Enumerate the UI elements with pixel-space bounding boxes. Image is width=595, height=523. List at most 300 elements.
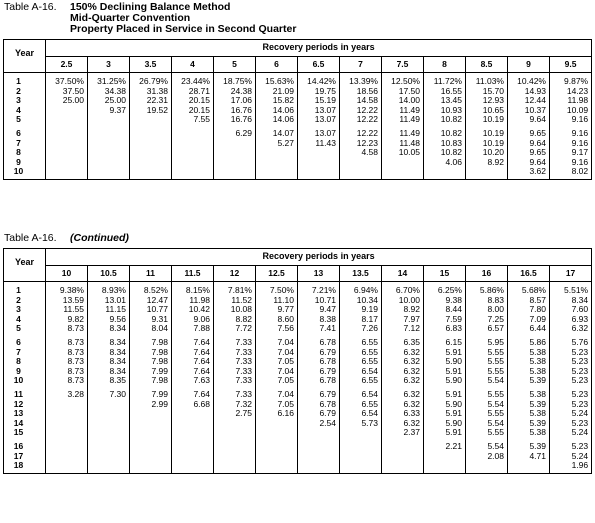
year-cell: 11 bbox=[4, 386, 46, 400]
column-header: 6 bbox=[256, 57, 298, 73]
table-header bbox=[4, 249, 592, 282]
value-cell: 10.20 bbox=[466, 148, 508, 158]
value-cell: 5.23 bbox=[550, 438, 592, 452]
value-cell: 5.23 bbox=[550, 376, 592, 386]
value-cell: 6.16 bbox=[256, 409, 298, 419]
value-cell: 10.82 bbox=[424, 115, 466, 125]
value-cell: 8.44 bbox=[424, 305, 466, 315]
column-header: 16 bbox=[466, 266, 508, 282]
value-cell: 34.38 bbox=[88, 87, 130, 97]
value-cell: 8.35 bbox=[88, 376, 130, 386]
value-cell bbox=[46, 400, 88, 410]
value-cell bbox=[256, 438, 298, 452]
value-cell bbox=[88, 409, 130, 419]
value-cell: 5.91 bbox=[424, 367, 466, 377]
value-cell bbox=[46, 139, 88, 149]
value-cell: 10.37 bbox=[508, 106, 550, 116]
value-cell: 13.07 bbox=[298, 106, 340, 116]
value-cell: 13.59 bbox=[46, 296, 88, 306]
value-cell: 24.38 bbox=[214, 87, 256, 97]
value-cell: 37.50 bbox=[46, 87, 88, 97]
value-cell: 21.09 bbox=[256, 87, 298, 97]
table-subtitle: Mid-Quarter Convention bbox=[70, 12, 191, 24]
table-row bbox=[4, 167, 592, 179]
value-cell: 7.99 bbox=[130, 386, 172, 400]
value-cell: 11.49 bbox=[382, 106, 424, 116]
value-cell bbox=[46, 158, 88, 168]
value-cell bbox=[46, 167, 88, 179]
year-cell: 10 bbox=[4, 376, 46, 386]
value-cell: 6.32 bbox=[382, 419, 424, 429]
year-cell: 4 bbox=[4, 315, 46, 325]
value-cell: 7.80 bbox=[508, 305, 550, 315]
value-cell: 8.15% bbox=[172, 282, 214, 296]
value-cell: 15.70 bbox=[466, 87, 508, 97]
value-cell: 6.93 bbox=[550, 315, 592, 325]
value-cell: 14.06 bbox=[256, 115, 298, 125]
value-cell: 5.86 bbox=[508, 334, 550, 348]
value-cell: 6.54 bbox=[340, 409, 382, 419]
value-cell: 5.73 bbox=[340, 419, 382, 429]
value-cell bbox=[298, 167, 340, 179]
value-cell: 23.44% bbox=[172, 73, 214, 87]
table-subtitle: Property Placed in Service in Second Quarter bbox=[70, 23, 297, 35]
value-cell: 5.90 bbox=[424, 357, 466, 367]
value-cell: 5.23 bbox=[550, 386, 592, 400]
table-header bbox=[4, 40, 592, 73]
value-cell: 6.70% bbox=[382, 282, 424, 296]
value-cell bbox=[88, 148, 130, 158]
value-cell: 7.33 bbox=[214, 348, 256, 358]
value-cell bbox=[172, 139, 214, 149]
value-cell: 5.86% bbox=[466, 282, 508, 296]
table-row bbox=[4, 282, 592, 296]
value-cell bbox=[88, 452, 130, 462]
value-cell: 15.82 bbox=[256, 96, 298, 106]
value-cell: 2.37 bbox=[382, 428, 424, 438]
value-cell: 6.78 bbox=[298, 334, 340, 348]
value-cell: 8.73 bbox=[46, 324, 88, 334]
recovery-periods-header: Recovery periods in years bbox=[46, 249, 592, 266]
table-row bbox=[4, 428, 592, 438]
value-cell bbox=[340, 167, 382, 179]
value-cell bbox=[46, 461, 88, 473]
value-cell: 14.93 bbox=[508, 87, 550, 97]
value-cell bbox=[130, 428, 172, 438]
value-cell: 5.91 bbox=[424, 386, 466, 400]
value-cell bbox=[256, 158, 298, 168]
value-cell bbox=[172, 419, 214, 429]
value-cell: 6.32 bbox=[382, 357, 424, 367]
value-cell bbox=[214, 158, 256, 168]
column-header: 17 bbox=[550, 266, 592, 282]
year-cell: 12 bbox=[4, 400, 46, 410]
value-cell: 5.38 bbox=[508, 428, 550, 438]
value-cell: 8.73 bbox=[46, 367, 88, 377]
value-cell: 7.05 bbox=[256, 376, 298, 386]
column-header: 8.5 bbox=[466, 57, 508, 73]
value-cell: 7.33 bbox=[214, 367, 256, 377]
value-cell: 7.33 bbox=[214, 386, 256, 400]
value-cell: 9.17 bbox=[550, 148, 592, 158]
value-cell bbox=[298, 438, 340, 452]
value-cell: 9.16 bbox=[550, 115, 592, 125]
value-cell bbox=[88, 125, 130, 139]
value-cell: 9.82 bbox=[46, 315, 88, 325]
value-cell: 9.16 bbox=[550, 158, 592, 168]
value-cell: 5.90 bbox=[424, 419, 466, 429]
value-cell: 7.33 bbox=[214, 357, 256, 367]
value-cell: 5.95 bbox=[466, 334, 508, 348]
value-cell: 5.38 bbox=[508, 367, 550, 377]
value-cell bbox=[130, 419, 172, 429]
value-cell: 6.32 bbox=[382, 348, 424, 358]
value-cell: 6.25% bbox=[424, 282, 466, 296]
value-cell: 15.19 bbox=[298, 96, 340, 106]
value-cell: 19.52 bbox=[130, 106, 172, 116]
value-cell: 25.00 bbox=[88, 96, 130, 106]
column-header: 9 bbox=[508, 57, 550, 73]
column-header: 5 bbox=[214, 57, 256, 73]
value-cell: 7.64 bbox=[172, 367, 214, 377]
value-cell: 2.21 bbox=[424, 438, 466, 452]
column-header-row bbox=[4, 266, 592, 282]
value-cell: 7.04 bbox=[256, 367, 298, 377]
table-row bbox=[4, 376, 592, 386]
column-header: 10.5 bbox=[88, 266, 130, 282]
value-cell: 5.55 bbox=[466, 357, 508, 367]
value-cell: 16.76 bbox=[214, 115, 256, 125]
value-cell: 9.64 bbox=[508, 139, 550, 149]
value-cell bbox=[298, 148, 340, 158]
value-cell: 14.58 bbox=[340, 96, 382, 106]
value-cell: 5.54 bbox=[466, 419, 508, 429]
value-cell bbox=[172, 428, 214, 438]
value-cell bbox=[340, 461, 382, 473]
value-cell: 8.92 bbox=[382, 305, 424, 315]
value-cell bbox=[172, 148, 214, 158]
value-cell: 13.45 bbox=[424, 96, 466, 106]
value-cell: 2.99 bbox=[130, 400, 172, 410]
value-cell bbox=[214, 167, 256, 179]
value-cell: 12.93 bbox=[466, 96, 508, 106]
value-cell: 5.91 bbox=[424, 409, 466, 419]
value-cell: 7.88 bbox=[172, 324, 214, 334]
column-header: 11.5 bbox=[172, 266, 214, 282]
table-title-block bbox=[4, 2, 296, 35]
value-cell bbox=[88, 158, 130, 168]
value-cell: 12.50% bbox=[382, 73, 424, 87]
year-cell: 9 bbox=[4, 367, 46, 377]
value-cell bbox=[214, 148, 256, 158]
value-cell: 8.57 bbox=[508, 296, 550, 306]
table-body bbox=[4, 282, 592, 474]
value-cell: 8.34 bbox=[88, 324, 130, 334]
value-cell: 4.58 bbox=[340, 148, 382, 158]
value-cell: 7.30 bbox=[88, 386, 130, 400]
value-cell bbox=[172, 167, 214, 179]
value-cell bbox=[172, 125, 214, 139]
value-cell: 5.90 bbox=[424, 400, 466, 410]
value-cell bbox=[256, 148, 298, 158]
value-cell: 37.50% bbox=[46, 73, 88, 87]
value-cell: 5.38 bbox=[508, 348, 550, 358]
value-cell bbox=[172, 438, 214, 452]
value-cell: 11.55 bbox=[46, 305, 88, 315]
value-cell: 1.96 bbox=[550, 461, 592, 473]
value-cell: 6.57 bbox=[466, 324, 508, 334]
value-cell: 10.65 bbox=[466, 106, 508, 116]
value-cell: 31.38 bbox=[130, 87, 172, 97]
value-cell: 13.07 bbox=[298, 125, 340, 139]
year-cell: 6 bbox=[4, 125, 46, 139]
value-cell: 7.04 bbox=[256, 334, 298, 348]
value-cell: 20.15 bbox=[172, 106, 214, 116]
value-cell: 6.55 bbox=[340, 357, 382, 367]
value-cell bbox=[88, 428, 130, 438]
value-cell: 11.98 bbox=[172, 296, 214, 306]
value-cell: 11.98 bbox=[550, 96, 592, 106]
value-cell: 8.34 bbox=[550, 296, 592, 306]
column-header: 10 bbox=[46, 266, 88, 282]
column-header: 6.5 bbox=[298, 57, 340, 73]
value-cell bbox=[88, 419, 130, 429]
value-cell bbox=[214, 461, 256, 473]
value-cell: 7.50% bbox=[256, 282, 298, 296]
value-cell bbox=[340, 158, 382, 168]
value-cell bbox=[382, 452, 424, 462]
value-cell: 8.04 bbox=[130, 324, 172, 334]
value-cell bbox=[46, 409, 88, 419]
value-cell bbox=[88, 115, 130, 125]
value-cell: 8.00 bbox=[466, 305, 508, 315]
value-cell: 6.44 bbox=[508, 324, 550, 334]
value-cell bbox=[424, 167, 466, 179]
value-cell: 7.64 bbox=[172, 386, 214, 400]
value-cell: 7.64 bbox=[172, 357, 214, 367]
year-cell: 10 bbox=[4, 167, 46, 179]
value-cell: 7.04 bbox=[256, 348, 298, 358]
value-cell: 10.93 bbox=[424, 106, 466, 116]
value-cell bbox=[214, 139, 256, 149]
column-header: 4 bbox=[172, 57, 214, 73]
value-cell: 6.55 bbox=[340, 400, 382, 410]
column-header: 7.5 bbox=[382, 57, 424, 73]
value-cell: 6.32 bbox=[382, 400, 424, 410]
value-cell: 10.82 bbox=[424, 148, 466, 158]
value-cell bbox=[256, 452, 298, 462]
table-row bbox=[4, 452, 592, 462]
value-cell: 5.76 bbox=[550, 334, 592, 348]
value-cell: 7.98 bbox=[130, 357, 172, 367]
continued-label: (Continued) bbox=[70, 232, 129, 244]
value-cell: 9.38% bbox=[46, 282, 88, 296]
value-cell: 6.55 bbox=[340, 376, 382, 386]
value-cell: 5.55 bbox=[466, 348, 508, 358]
value-cell bbox=[172, 158, 214, 168]
value-cell: 9.87% bbox=[550, 73, 592, 87]
header-row bbox=[4, 40, 592, 57]
value-cell: 22.31 bbox=[130, 96, 172, 106]
value-cell bbox=[130, 115, 172, 125]
value-cell bbox=[382, 167, 424, 179]
value-cell: 5.24 bbox=[550, 452, 592, 462]
value-cell: 15.63% bbox=[256, 73, 298, 87]
value-cell bbox=[130, 167, 172, 179]
value-cell: 5.90 bbox=[424, 376, 466, 386]
value-cell: 8.34 bbox=[88, 334, 130, 348]
value-cell: 10.19 bbox=[466, 139, 508, 149]
value-cell: 8.34 bbox=[88, 348, 130, 358]
value-cell: 8.38 bbox=[298, 315, 340, 325]
value-cell: 6.32 bbox=[382, 386, 424, 400]
value-cell: 5.51% bbox=[550, 282, 592, 296]
value-cell: 7.59 bbox=[424, 315, 466, 325]
year-cell: 7 bbox=[4, 348, 46, 358]
value-cell: 6.32 bbox=[382, 376, 424, 386]
value-cell: 6.83 bbox=[424, 324, 466, 334]
value-cell: 13.01 bbox=[88, 296, 130, 306]
year-cell: 17 bbox=[4, 452, 46, 462]
table-row bbox=[4, 125, 592, 139]
value-cell: 5.55 bbox=[466, 428, 508, 438]
value-cell bbox=[298, 461, 340, 473]
value-cell: 8.73 bbox=[46, 376, 88, 386]
value-cell: 7.25 bbox=[466, 315, 508, 325]
value-cell: 3.62 bbox=[508, 167, 550, 179]
value-cell: 5.38 bbox=[508, 386, 550, 400]
value-cell: 5.55 bbox=[466, 367, 508, 377]
value-cell: 14.07 bbox=[256, 125, 298, 139]
value-cell: 5.91 bbox=[424, 428, 466, 438]
value-cell bbox=[298, 452, 340, 462]
column-header: 8 bbox=[424, 57, 466, 73]
year-cell: 3 bbox=[4, 96, 46, 106]
year-cell: 3 bbox=[4, 305, 46, 315]
value-cell bbox=[130, 452, 172, 462]
value-cell: 13.39% bbox=[340, 73, 382, 87]
column-header: 7 bbox=[340, 57, 382, 73]
value-cell: 10.82 bbox=[424, 125, 466, 139]
value-cell: 14.00 bbox=[382, 96, 424, 106]
value-cell bbox=[256, 419, 298, 429]
column-header: 13 bbox=[298, 266, 340, 282]
value-cell bbox=[46, 125, 88, 139]
value-cell: 8.17 bbox=[340, 315, 382, 325]
value-cell: 8.82 bbox=[214, 315, 256, 325]
value-cell: 7.98 bbox=[130, 334, 172, 348]
value-cell bbox=[424, 452, 466, 462]
value-cell: 5.23 bbox=[550, 348, 592, 358]
year-cell: 7 bbox=[4, 139, 46, 149]
value-cell: 28.71 bbox=[172, 87, 214, 97]
value-cell: 4.71 bbox=[508, 452, 550, 462]
value-cell: 17.06 bbox=[214, 96, 256, 106]
value-cell: 8.73 bbox=[46, 357, 88, 367]
value-cell: 12.22 bbox=[340, 115, 382, 125]
value-cell: 10.34 bbox=[340, 296, 382, 306]
column-header: 15 bbox=[424, 266, 466, 282]
year-column-header: Year bbox=[4, 40, 46, 73]
value-cell bbox=[46, 438, 88, 452]
value-cell: 19.75 bbox=[298, 87, 340, 97]
value-cell: 9.06 bbox=[172, 315, 214, 325]
value-cell bbox=[382, 461, 424, 473]
value-cell bbox=[172, 409, 214, 419]
value-cell: 18.75% bbox=[214, 73, 256, 87]
value-cell bbox=[256, 461, 298, 473]
header-row bbox=[4, 249, 592, 266]
value-cell: 7.60 bbox=[550, 305, 592, 315]
value-cell bbox=[88, 167, 130, 179]
year-cell: 9 bbox=[4, 158, 46, 168]
value-cell: 8.93% bbox=[88, 282, 130, 296]
value-cell: 10.71 bbox=[298, 296, 340, 306]
value-cell: 11.48 bbox=[382, 139, 424, 149]
value-cell: 11.49 bbox=[382, 115, 424, 125]
column-header: 9.5 bbox=[550, 57, 592, 73]
table-row bbox=[4, 386, 592, 400]
value-cell bbox=[214, 428, 256, 438]
table-title-block bbox=[4, 233, 129, 244]
value-cell: 12.44 bbox=[508, 96, 550, 106]
value-cell bbox=[298, 158, 340, 168]
year-cell: 1 bbox=[4, 73, 46, 87]
value-cell: 5.55 bbox=[466, 409, 508, 419]
value-cell: 7.63 bbox=[172, 376, 214, 386]
year-cell: 16 bbox=[4, 438, 46, 452]
value-cell bbox=[130, 125, 172, 139]
value-cell: 9.77 bbox=[256, 305, 298, 315]
value-cell: 10.42 bbox=[172, 305, 214, 315]
value-cell: 7.56 bbox=[256, 324, 298, 334]
value-cell: 16.55 bbox=[424, 87, 466, 97]
value-cell: 6.79 bbox=[298, 348, 340, 358]
value-cell: 5.24 bbox=[550, 409, 592, 419]
depreciation-table-continued bbox=[3, 248, 592, 474]
value-cell bbox=[130, 148, 172, 158]
value-cell bbox=[172, 452, 214, 462]
value-cell bbox=[256, 167, 298, 179]
value-cell bbox=[130, 409, 172, 419]
table-label: Table A-16. bbox=[4, 232, 57, 244]
value-cell: 12.23 bbox=[340, 139, 382, 149]
value-cell: 5.38 bbox=[508, 357, 550, 367]
value-cell: 6.55 bbox=[340, 334, 382, 348]
value-cell: 16.76 bbox=[214, 106, 256, 116]
value-cell: 6.78 bbox=[298, 376, 340, 386]
value-cell: 13.07 bbox=[298, 115, 340, 125]
value-cell bbox=[256, 428, 298, 438]
value-cell: 5.23 bbox=[550, 367, 592, 377]
value-cell: 7.64 bbox=[172, 348, 214, 358]
table-title: 150% Declining Balance Method bbox=[70, 1, 231, 13]
value-cell: 5.23 bbox=[550, 357, 592, 367]
value-cell: 5.54 bbox=[466, 400, 508, 410]
value-cell bbox=[130, 438, 172, 452]
value-cell: 11.03% bbox=[466, 73, 508, 87]
value-cell: 6.79 bbox=[298, 386, 340, 400]
value-cell: 5.39 bbox=[508, 438, 550, 452]
value-cell: 26.79% bbox=[130, 73, 172, 87]
year-cell: 14 bbox=[4, 419, 46, 429]
value-cell bbox=[382, 158, 424, 168]
value-cell bbox=[424, 461, 466, 473]
value-cell: 6.68 bbox=[172, 400, 214, 410]
value-cell: 31.25% bbox=[88, 73, 130, 87]
value-cell bbox=[46, 148, 88, 158]
value-cell: 7.98 bbox=[130, 348, 172, 358]
